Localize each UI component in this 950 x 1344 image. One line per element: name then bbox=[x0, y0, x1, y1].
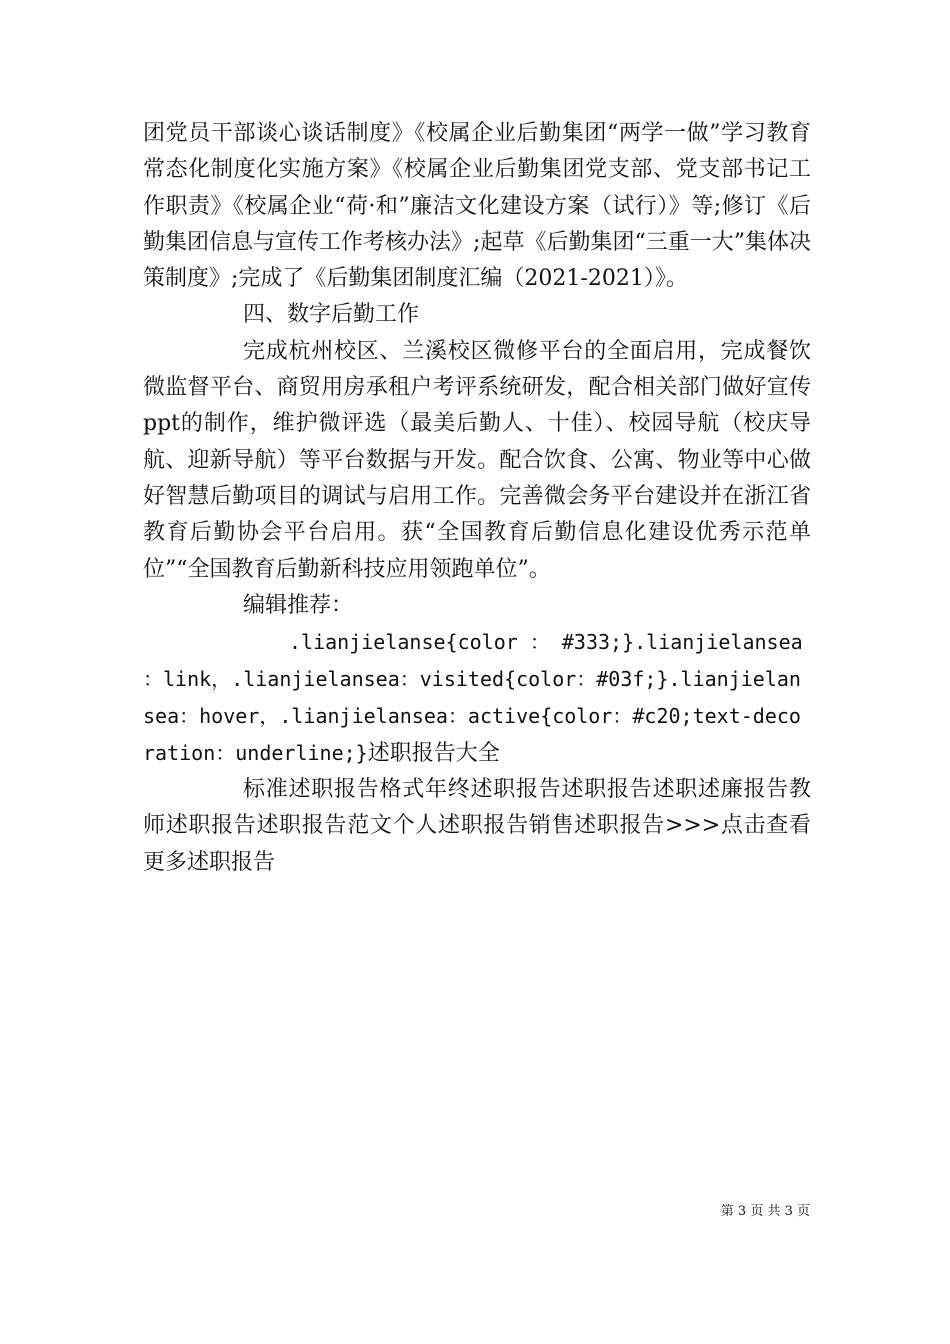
paragraph-digital-logistics: 完成杭州校区、兰溪校区微修平台的全面启用，完成餐饮微监督平台、商贸用房承租户考评系统研发，配合相关部门做好宣传ppt的制作，维护微评选（最美后勤人、十佳）、校园导航（校庆导航、迎新导航）等平台数据与开发。配合饮食、公寓、物业等中心做好智慧后勤项目的调试与启用工作。完善微会务平台建设并在浙江省教育后勤协会平台启用。获“全国教育后勤信息化建设优秀示范单位”“全国教育后勤新科技应用领跑单位”。 bbox=[143, 338, 811, 582]
css-code-paragraph bbox=[143, 624, 811, 772]
section-heading-digital-logistics: 四、数字后勤工作 bbox=[243, 302, 420, 328]
css-code-text: .lianjielanse{color ： #333;}.lianjielansea ：link，.lianjielansea：visited{color：#03f;}.lianjielansea：hover，.lianjielansea：active{color：#c20;text-decoration：underline;} bbox=[143, 630, 803, 766]
page-number: 第 3 页 共 3 页 bbox=[720, 1204, 810, 1219]
report-links-paragraph[interactable]: 标准述职报告格式年终述职报告述职报告述职述廉报告教师述职报告述职报告范文个人述职报告销售述职报告>>>点击查看更多述职报告 bbox=[143, 777, 811, 875]
report-collection-link[interactable]: 述职报告大全 bbox=[367, 741, 500, 767]
document-body bbox=[143, 116, 811, 881]
editor-recommend-label: 编辑推荐： bbox=[243, 592, 354, 618]
paragraph-policies: 团党员干部谈心谈话制度》《校属企业后勤集团“两学一做”学习教育常态化制度化实施方案》《校属企业后勤集团党支部、党支部书记工作职责》《校属企业“荷·和”廉洁文化建设方案（试行）》等;修订《后勤集团信息与宣传工作考核办法》;起草《后勤集团“三重一大”集体决策制度》;完成了《后勤集团制度汇编（2021-2021）》。 bbox=[143, 121, 811, 292]
